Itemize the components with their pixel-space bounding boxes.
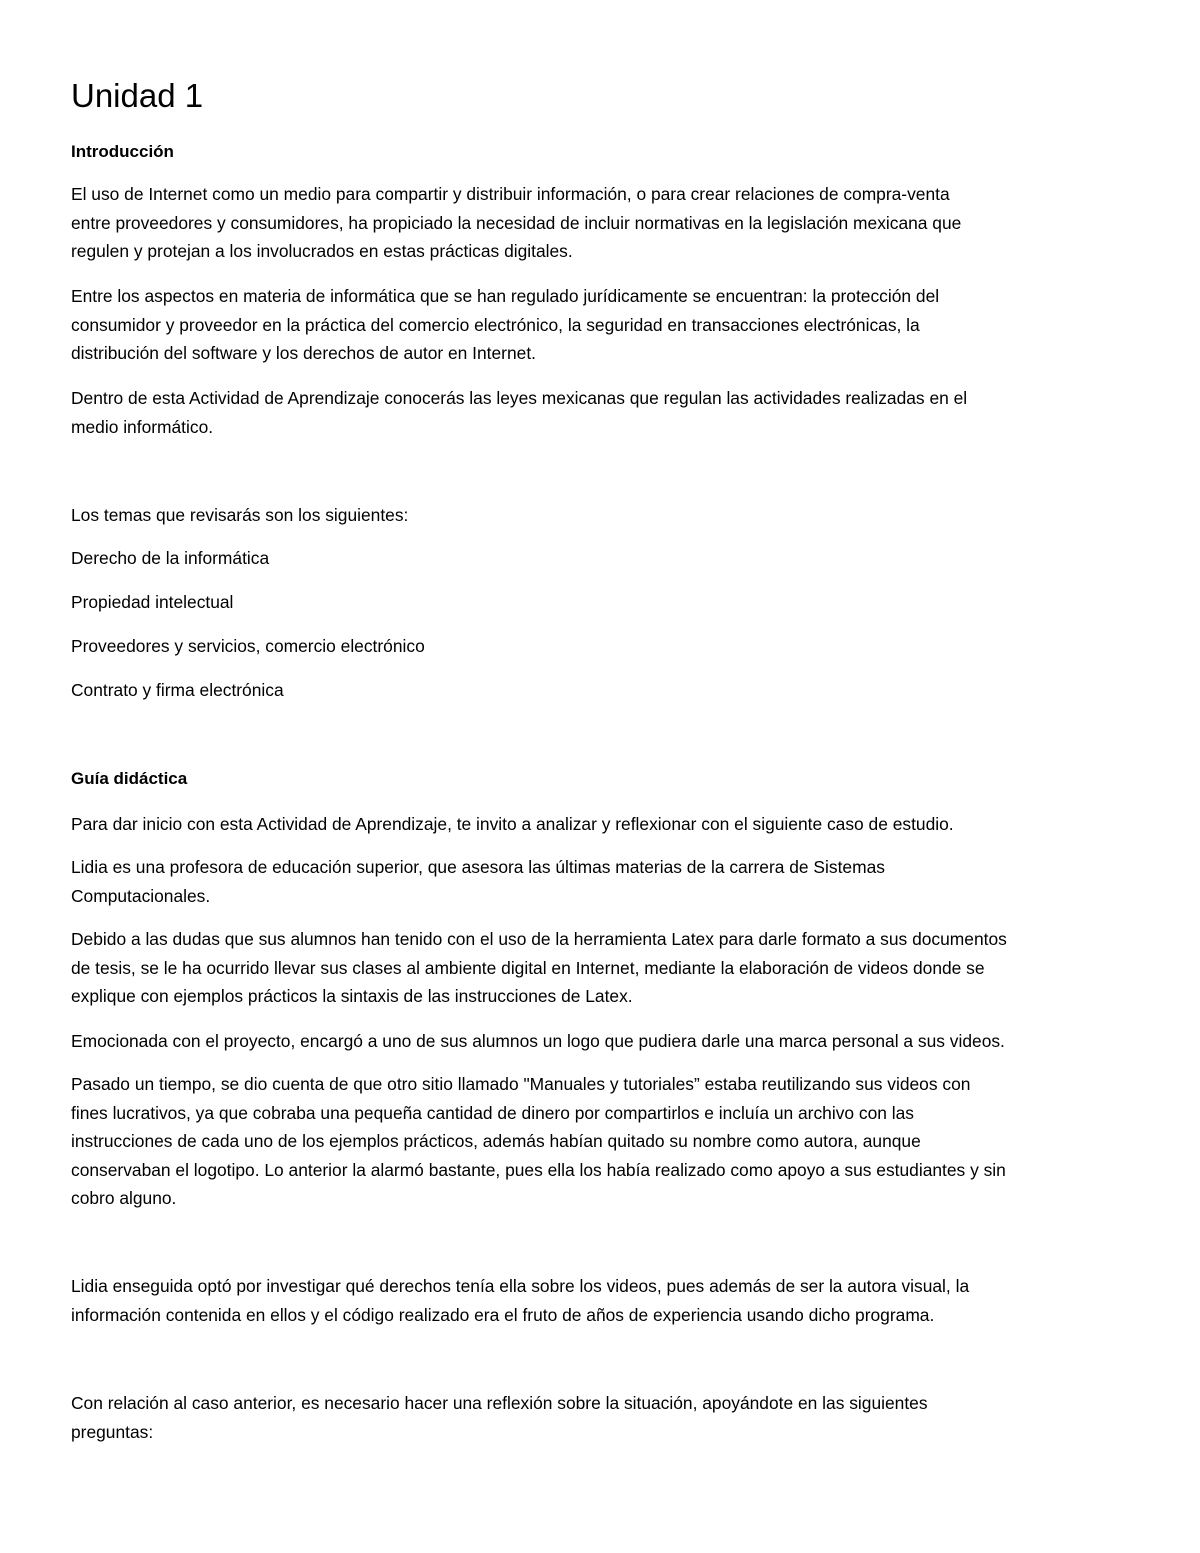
text-line: regulen y protejan a los involucrados en estas prácticas digitales. (71, 241, 573, 261)
topic-item (71, 676, 1135, 705)
text-line: instrucciones de cada uno de los ejemplos prácticos, además habían quitado su nombre como autora, aunque (71, 1131, 921, 1151)
topics-intro (71, 501, 1135, 530)
text-line: conservaban el logotipo. Lo anterior la alarmó bastante, pues ella los había realizado como apoyo a sus estudiantes y sin (71, 1159, 1006, 1180)
text-line: Computacionales. (71, 885, 211, 906)
text-line: Los temas que revisarás son los siguientes: (71, 505, 409, 525)
text-line: explique con ejemplos prácticos la sintaxis de las instrucciones de Latex. (71, 986, 633, 1006)
text-line: Debido a las dudas que sus alumnos han tenido con el uso de la herramienta Latex para darle formato a sus documentos (71, 929, 1007, 949)
topic-label: Derecho de la informática (71, 548, 270, 568)
text-line: Lidia enseguida optó por investigar qué derechos tenía ella sobre los videos, pues además de ser la autora visual, la (71, 1276, 970, 1296)
text-line: El uso de Internet como un medio para compartir y distribuir información, o para crear relaciones de compra-venta (71, 184, 950, 204)
text-line: de tesis, se le ha ocurrido llevar sus clases al ambiente digital en Internet, mediante la elaboración de videos donde se (71, 957, 985, 978)
topic-item (71, 544, 1135, 573)
intro-heading: Introducción (71, 142, 174, 161)
intro-paragraph-3 (71, 384, 1135, 441)
topic-item (71, 632, 1135, 661)
intro-paragraph-2 (71, 282, 1135, 368)
text-line: cobro alguno. (71, 1188, 177, 1208)
topic-label: Proveedores y servicios, comercio electrónico (71, 636, 425, 656)
text-line: consumidor y proveedor en la práctica del comercio electrónico, la seguridad en transacciones electrónicas, la (71, 314, 920, 335)
text-line: Emocionada con el proyecto, encargó a uno de sus alumnos un logo que pudiera darle una marca personal a sus videos. (71, 1031, 1005, 1051)
guide-paragraph-7 (71, 1389, 1135, 1446)
topic-item (71, 588, 1135, 617)
topic-label: Propiedad intelectual (71, 592, 234, 612)
text-line: Lidia es una profesora de educación superior, que asesora las últimas materias de la carrera de Sistemas (71, 857, 885, 877)
intro-paragraph-1 (71, 180, 1135, 266)
text-line: Entre los aspectos en materia de informática que se han regulado jurídicamente se encuentran: la protección del (71, 286, 940, 306)
guide-paragraph-4 (71, 1027, 1135, 1056)
page-title: Unidad 1 (71, 77, 204, 114)
text-line: medio informático. (71, 416, 214, 437)
text-line: distribución del software y los derechos de autor en Internet. (71, 343, 536, 363)
text-line: preguntas: (71, 1421, 154, 1442)
guide-heading: Guía didáctica (71, 769, 188, 788)
text-line: entre proveedores y consumidores, ha propiciado la necesidad de incluir normativas en la legislación mexicana que (71, 212, 962, 233)
guide-paragraph-2 (71, 853, 1135, 910)
text-line: Dentro de esta Actividad de Aprendizaje conocerás las leyes mexicanas que regulan las actividades realizadas en el (71, 388, 968, 408)
guide-paragraph-5 (71, 1070, 1135, 1213)
guide-paragraph-1 (71, 810, 1135, 839)
topic-label: Contrato y firma electrónica (71, 680, 284, 700)
text-line: Para dar inicio con esta Actividad de Aprendizaje, te invito a analizar y reflexionar con el siguiente caso de estudio. (71, 814, 954, 834)
text-line: Con relación al caso anterior, es necesario hacer una reflexión sobre la situación, apoyándote en las siguientes (71, 1393, 928, 1413)
text-line: Pasado un tiempo, se dio cuenta de que otro sitio llamado "Manuales y tutoriales” estaba reutilizando sus videos con (71, 1074, 971, 1094)
text-line: fines lucrativos, ya que cobraba una pequeña cantidad de dinero por compartirlos e incluía un archivo con las (71, 1102, 914, 1123)
guide-paragraph-3 (71, 925, 1135, 1011)
guide-paragraph-6 (71, 1272, 1135, 1329)
text-line: información contenida en ellos y el código realizado era el fruto de años de experiencia usando dicho programa. (71, 1304, 935, 1325)
